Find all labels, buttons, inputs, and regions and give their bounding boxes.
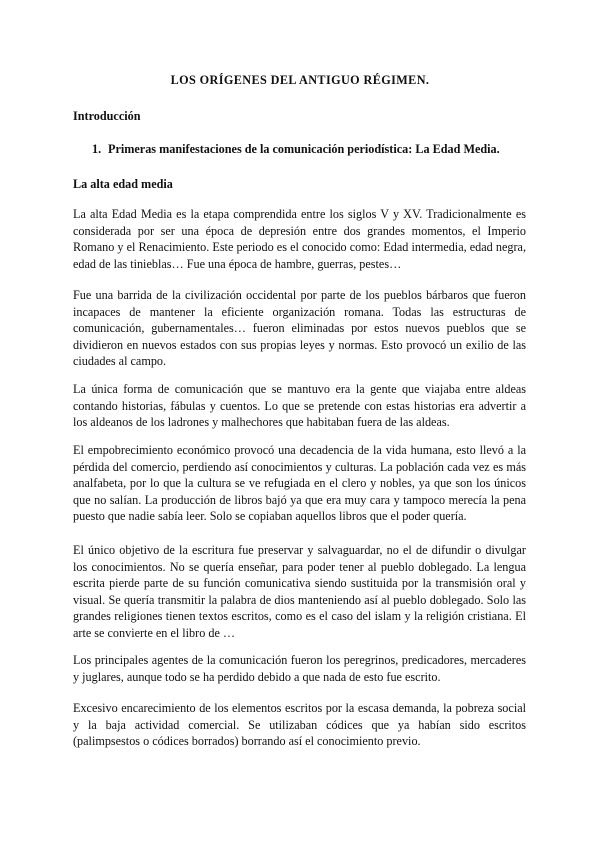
paragraph: Los principales agentes de la comunicación fueron los peregrinos, predicadores, mercaderes y juglares, aunque todo se ha perdido debido a que nada de esto fue escrito. <box>73 653 526 684</box>
paragraph: El empobrecimiento económico provocó una decadencia de la vida humana, esto llevó a la pérdida del comercio, perdiendo así conocimientos y culturas. La población cada vez es más analfabeta, por lo que la cultura se ve refugiada en el clero y nobles, ya que son los únicos que no salían. La producción de libros bajó ya que era muy cara y tampoco merecía la pena puesto que nadie sabía leer. Solo se copiaban aquellos libros que el poder quería. <box>73 443 526 523</box>
paragraph: Excesivo encarecimiento de los elementos escritos por la escasa demanda, la pobreza social y la baja actividad comercial. Se utilizaban códices que ya habían sido escritos (palimpsestos o códices borrados) borrando así el conocimiento previo. <box>73 701 526 748</box>
paragraph: La única forma de comunicación que se mantuvo era la gente que viajaba entre aldeas contando historias, fábulas y cuentos. Lo que se pretende con estas historias era advertir a los aldeanos de los ladrones y malhechores que habitaban fuera de las aldeas. <box>73 382 526 429</box>
numbered-heading-number: 1. <box>92 142 102 156</box>
section-heading: La alta edad media <box>73 177 173 191</box>
numbered-heading-text: Primeras manifestaciones de la comunicación periodística: La Edad Media. <box>108 142 500 156</box>
document-title: LOS ORÍGENES DEL ANTIGUO RÉGIMEN. <box>170 73 430 87</box>
paragraph: Fue una barrida de la civilización occidental por parte de los pueblos bárbaros que fueron incapaces de mantener la eficiente organización romana. Todas las estructuras de comunicación, gubernamentales… fueron eliminadas por estos nuevos pueblos que se dividieron en nuevos estados con sus propias leyes y normas. Esto provocó un exilio de las ciudades al campo. <box>73 288 526 368</box>
numbered-heading <box>92 142 500 157</box>
paragraph: La alta Edad Media es la etapa comprendida entre los siglos V y XV. Tradicionalmente es considerada por ser una época de depresión entre dos grandes momentos, el Imperio Romano y el Renacimiento. Este periodo es el conocido como: Edad intermedia, edad negra, edad de las tinieblas… Fue una época de hambre, guerras, pestes… <box>73 207 526 271</box>
paragraph: El único objetivo de la escritura fue preservar y salvaguardar, no el de difundir o divulgar los conocimientos. No se quería enseñar, para poder tener al pueblo doblegado. La lengua escrita pierde parte de su función comunicativa siendo sustituida por la transmisión oral y visual. Se quería transmitir la palabra de dios manteniendo así al pueblo doblegado. Solo las grandes religiones tienen textos escritos, como es el caso del islam y la religión cristiana. El arte se convierte en el libro de … <box>73 543 526 640</box>
introduction-heading: Introducción <box>73 109 141 123</box>
